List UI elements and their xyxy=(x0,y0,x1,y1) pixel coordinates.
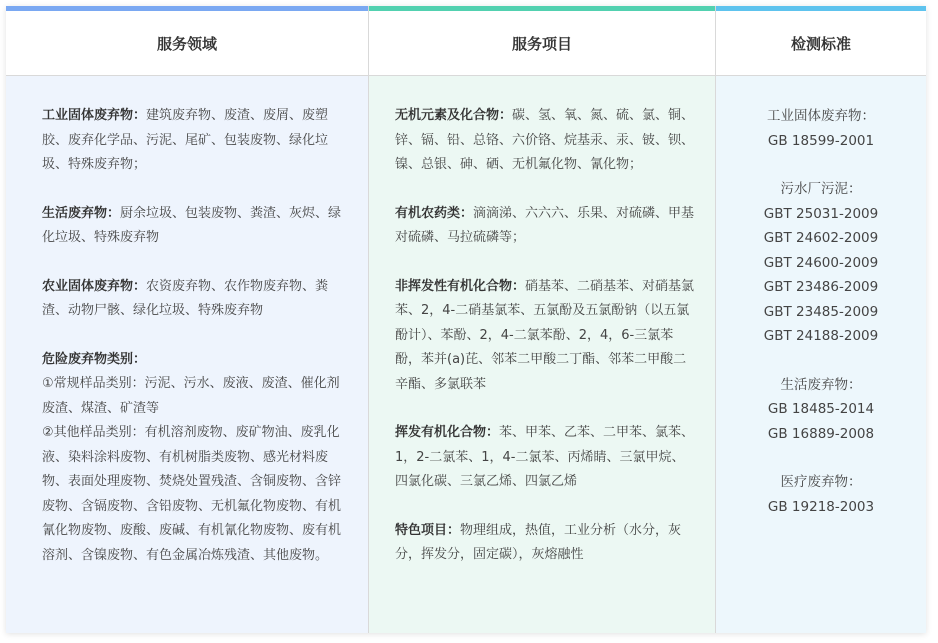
block-title: 挥发有机化合物： xyxy=(395,425,500,440)
column-header: 检测标准 xyxy=(716,11,926,76)
standard-code: GBT 24602-2009 xyxy=(763,230,879,246)
block-content: 建筑废弃物、废渣、废屑、废塑胶、废弃化学品、污泥、尾矿、包装废物、绿化垃圾、特殊废弃物； xyxy=(42,108,329,172)
standard-category: 医疗废弃物： xyxy=(780,474,862,490)
field-industrial xyxy=(42,104,342,178)
block-content: 厨余垃圾、包装废物、粪渣、灰烬、绿化垃圾、特殊废弃物 xyxy=(42,205,342,245)
item-volatile xyxy=(395,421,695,495)
hazardous-other: ②其他样品类别：有机溶剂废物、废矿物油、废乳化液、染料涂料废物、有机树脂类废物、感光材料废物、表面处理废物、焚烧处置残渣、含铜废物、含锌废物、含镉废物、含铅废物、无机氟化物废物、有机氰化物废物、废酸、废碱、有机氰化物废物、废有机溶剂、含镍废物、有色金属冶炼残渣、其他废物。 xyxy=(42,425,342,563)
standard-code: GB 18485-2014 xyxy=(767,401,875,417)
item-pesticide xyxy=(395,202,695,251)
column-body xyxy=(369,76,715,633)
standard-category: 工业固体废弃物： xyxy=(767,108,875,124)
field-agricultural xyxy=(42,275,342,324)
standard-group-industrial xyxy=(716,104,926,153)
block-title: 有机农药类： xyxy=(395,205,474,221)
item-nonvolatile xyxy=(395,275,695,398)
block-title: 危险废弃物类别： xyxy=(42,351,147,367)
standard-code: GBT 24188-2009 xyxy=(763,328,879,344)
standard-code: GBT 23486-2009 xyxy=(763,279,879,295)
column-header: 服务领域 xyxy=(6,11,368,76)
column-service-field xyxy=(6,6,369,633)
standard-code: GBT 24600-2009 xyxy=(763,254,879,271)
block-title: 工业固体废弃物： xyxy=(42,108,147,123)
field-hazardous xyxy=(42,348,342,569)
standard-code: GB 18599-2001 xyxy=(767,132,875,149)
standard-group-medical xyxy=(716,470,926,519)
block-title: 非挥发性有机化合物： xyxy=(395,278,526,294)
standard-code: GB 16889-2008 xyxy=(767,425,875,442)
column-header: 服务项目 xyxy=(369,11,715,76)
column-service-items xyxy=(369,6,716,633)
hazardous-regular: ①常规样品类别：污泥、污水、废液、废渣、催化剂废渣、煤渣、矿渣等 xyxy=(42,376,340,416)
standard-group-sludge xyxy=(716,177,926,349)
block-title: 特色项目： xyxy=(395,522,461,538)
block-content: 滴滴涕、六六六、乐果、对硫磷、甲基对硫磷、马拉硫磷等； xyxy=(395,205,695,245)
field-domestic xyxy=(42,202,342,251)
standard-code: GBT 25031-2009 xyxy=(763,205,879,222)
block-content: 物理组成，热值，工业分析（水分，灰分，挥发分，固定碳），灰熔融性 xyxy=(395,522,682,562)
block-title: 农业固体废弃物： xyxy=(42,278,147,294)
standard-code: GB 19218-2003 xyxy=(767,498,875,515)
block-content: 苯、甲苯、乙苯、二甲苯、氯苯、1，2-二氯苯、1，4-二氯苯、丙烯睛、三氯甲烷、四氯化碳、三氯乙烯、四氯乙烯 xyxy=(395,425,695,489)
block-title: 生活废弃物： xyxy=(42,205,121,221)
column-standards xyxy=(716,6,926,633)
block-content: 硝基苯、二硝基苯、对硝基氯苯、2，4-二硝基氯苯、五氯酚及五氯酚钠（以五氯酚计）、苯酚、2，4-二氯苯酚、2，4，6-三氯苯酚，苯并(a)芘、邻苯二甲酸二丁酯、邻苯二甲酸二辛酯、多氯联苯 xyxy=(395,278,695,392)
column-body xyxy=(716,76,926,633)
standard-code: GBT 23485-2009 xyxy=(763,303,879,320)
standard-category: 污水厂污泥： xyxy=(780,181,862,197)
service-table xyxy=(6,6,926,633)
block-title: 无机元素及化合物： xyxy=(395,108,513,123)
item-special xyxy=(395,519,695,568)
standard-group-domestic xyxy=(716,373,926,447)
column-body xyxy=(6,76,368,633)
block-content: 农资废弃物、农作物废弃物、粪渣、动物尸骸、绿化垃圾、特殊废弃物 xyxy=(42,278,329,318)
block-content: 碳、氢、氧、氮、硫、氯、铜、锌、镉、铅、总铬、六价铬、烷基汞、汞、铍、钡、镍、总银、砷、硒、无机氟化物、氰化物； xyxy=(395,108,695,172)
item-inorganic xyxy=(395,104,695,178)
standard-category: 生活废弃物： xyxy=(780,376,862,393)
